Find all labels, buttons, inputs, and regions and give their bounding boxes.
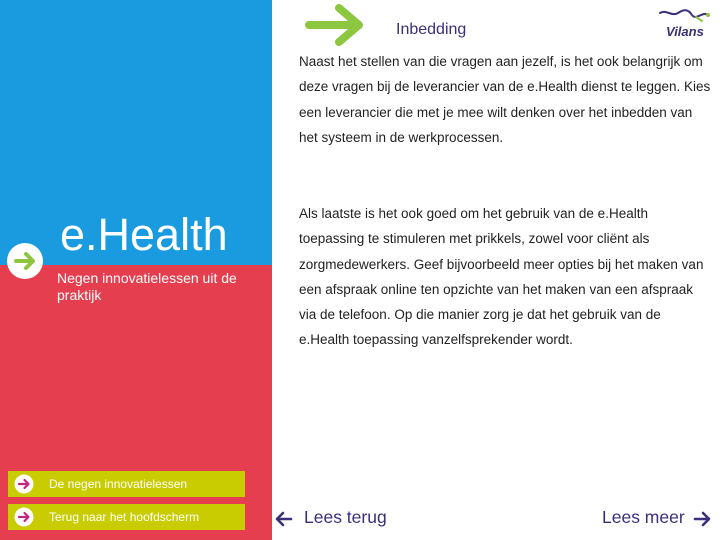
lees-meer-button[interactable] [602, 507, 714, 531]
brand-title: e.Health [60, 209, 228, 260]
brand-subtitle: Negen innovatielessen uit de praktijk [57, 270, 237, 303]
left-panel-red [0, 265, 272, 540]
body-paragraph-2: Als laatste is het ook goed om het gebruik van de e.Health toepassing te stimuleren met prikkels, zowel voor cliënt als zorgmedewerkers. Geef bijvoorbeeld meer opties bij het maken van een afspraak online ten opzichte van het maken van een afspraak via de telefoon. Op die manier zorg je dat het gebruik van de e.Health toepassing vanzelfsprekender wordt. [299, 206, 704, 348]
nav-button-hoofdscherm[interactable] [8, 504, 245, 530]
logo-text: Vilans [666, 24, 704, 39]
arrow-left-icon [275, 511, 293, 527]
arrow-right-icon [305, 3, 367, 47]
arrow-right-icon [693, 511, 711, 527]
nav-button-label: Terug naar het hoofdscherm [49, 510, 200, 524]
arrow-right-circle-icon [6, 242, 44, 280]
arrow-right-circle-icon [14, 474, 34, 494]
lees-meer-label: Lees meer [602, 507, 685, 527]
nav-button-innovatielessen[interactable] [8, 471, 245, 497]
nav-button-label: De negen innovatielessen [49, 477, 188, 491]
body-paragraph-1: Naast het stellen van die vragen aan jezelf, is het ook belangrijk om deze vragen bij de leverancier van de e.Health dienst te leggen. Kies een leverancier die met je mee wilt denken over het inbedden van het systeem in de werkprocessen. [299, 54, 711, 145]
arrow-right-circle-icon [14, 507, 34, 527]
page-title: Inbedding [396, 21, 467, 38]
lees-terug-label: Lees terug [304, 507, 387, 527]
